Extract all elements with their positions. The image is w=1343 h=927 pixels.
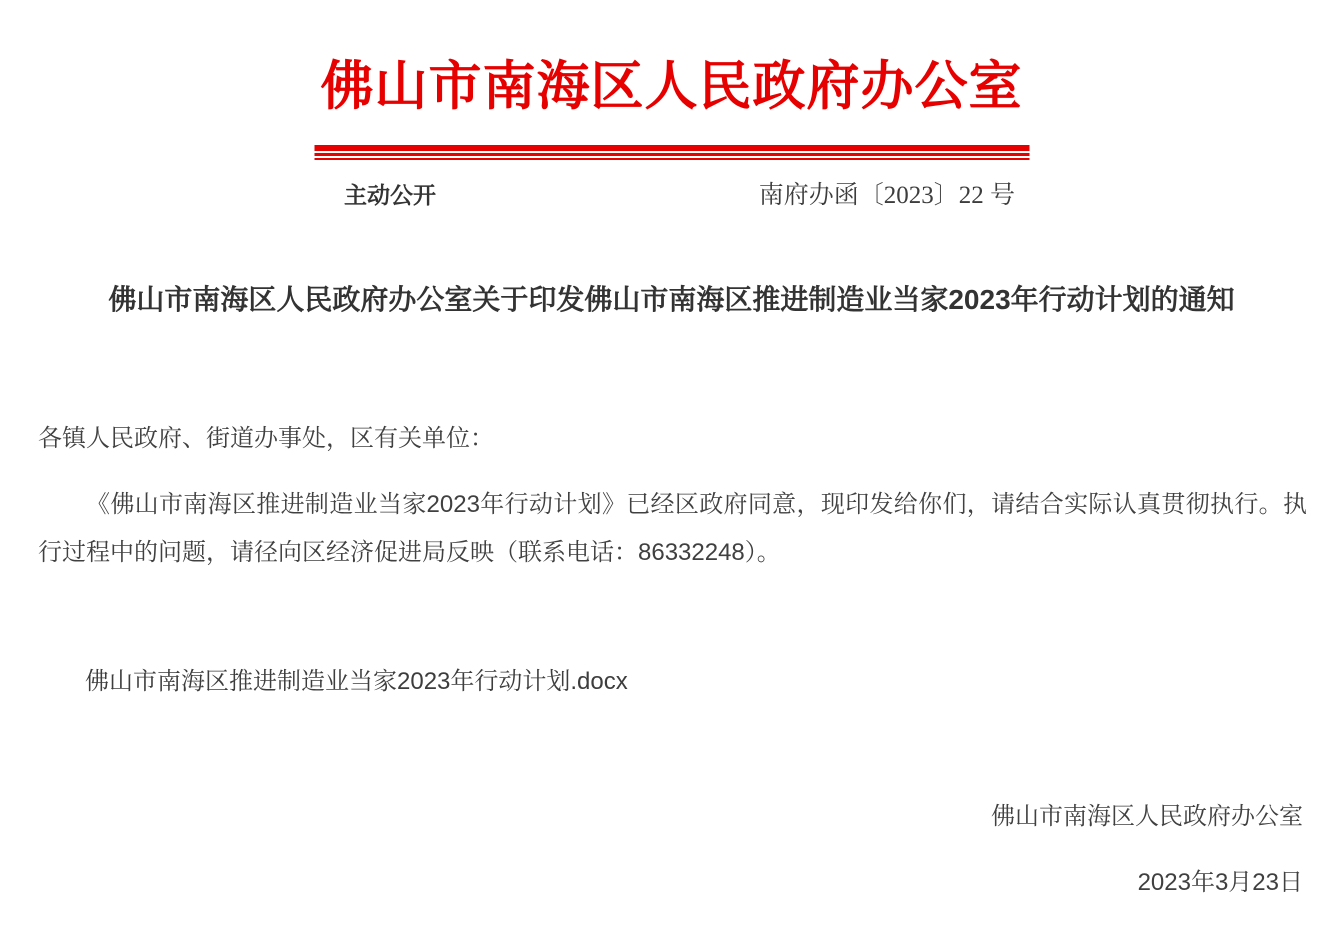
notice-title: 佛山市南海区人民政府办公室关于印发佛山市南海区推进制造业当家2023年行动计划的通知	[108, 284, 1235, 315]
agency-masthead-title: 佛山市南海区人民政府办公室	[320, 58, 1023, 116]
document-meta-row	[314, 176, 1029, 210]
issue-date: 2023年3月23日	[1137, 869, 1303, 896]
rule-bar-thin	[314, 158, 1029, 160]
attachment-docx-link[interactable]: 佛山市南海区推进制造业当家2023年行动计划.docx	[85, 668, 628, 695]
rule-bar-medium	[314, 153, 1029, 156]
issuing-agency-signature: 佛山市南海区人民政府办公室	[991, 803, 1303, 830]
salutation-line: 各镇人民政府、街道办事处，区有关单位：	[38, 425, 494, 452]
masthead-rule	[314, 145, 1029, 160]
disclosure-label: 主动公开	[344, 181, 436, 208]
document-number: 南府办函〔2023〕22 号	[758, 182, 1015, 209]
rule-bar-thick	[314, 145, 1029, 151]
body-paragraph: 《佛山市南海区推进制造业当家2023年行动计划》已经区政府同意，现印发给你们，请结合实际认真贯彻执行。执行过程中的问题，请径向区经济促进局反映（联系电话：86332248）。	[38, 491, 1307, 566]
